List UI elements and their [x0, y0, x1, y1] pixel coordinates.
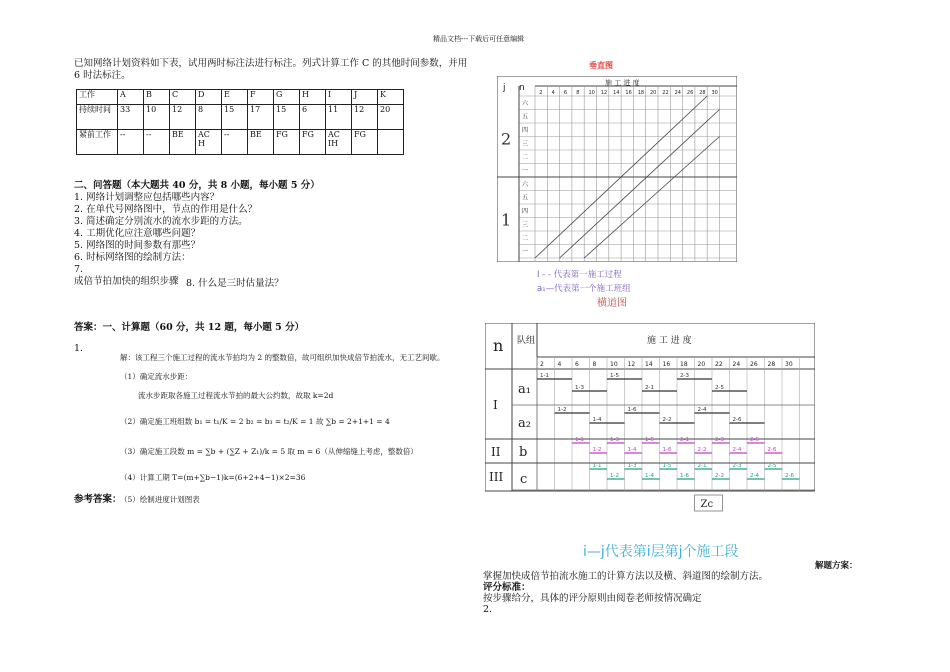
- table-row: [77, 90, 404, 105]
- table-cell: 15: [222, 105, 248, 130]
- table-cell: G: [274, 90, 300, 105]
- table-cell: K: [378, 90, 404, 105]
- row-label: 二: [522, 235, 529, 242]
- tick-label: 24: [732, 361, 741, 368]
- table-cell: [378, 130, 404, 155]
- step-5: （5）绘制进度计划图表: [120, 495, 200, 504]
- tick-label: 22: [662, 90, 669, 96]
- tick-label: 10: [610, 361, 618, 368]
- tick-label: 14: [613, 90, 620, 96]
- bar-label: 2-6: [732, 417, 742, 423]
- grid-frame: [485, 323, 815, 491]
- table-cell: --: [222, 130, 248, 155]
- step-3: （3）确定施工段数 m = ∑b + (∑Z + Z₁)/k = 5 取 m = 6（从伸缩缝上考虑，整数倍）: [120, 447, 418, 456]
- bar-label: 2-4: [697, 407, 707, 413]
- row-label: 三: [522, 221, 529, 229]
- row-label-n: n: [493, 336, 504, 355]
- bar-label: 2-5: [750, 437, 759, 443]
- vertical-diagram: [497, 60, 737, 310]
- bar-label: 2-1: [645, 385, 654, 391]
- page-header: 精品文档---下载后可任意编辑: [433, 35, 525, 43]
- bar-label: 1-2: [610, 473, 619, 479]
- row-label: 四: [522, 208, 529, 215]
- bar-diagram-grid: [485, 323, 815, 523]
- table-cell: BE: [248, 130, 274, 155]
- table-cell: AC IH: [326, 130, 352, 155]
- bar-label: 2-1: [680, 437, 689, 443]
- bar-label: 1-5: [610, 373, 619, 379]
- step-4: （4）计算工期 T=(m+∑b−1)k=(6+2+4−1)×2=36: [120, 473, 306, 482]
- table-cell: 20: [378, 105, 404, 130]
- bar-label: 2-4: [750, 473, 759, 479]
- row-label: 二: [522, 154, 529, 161]
- bar-label: 1-6: [662, 447, 672, 453]
- group-label: 1: [501, 210, 512, 230]
- table-cell: D: [196, 90, 222, 105]
- tick-label: 10: [588, 90, 595, 96]
- question-item: 成倍节拍加快的组织步骤: [74, 276, 179, 287]
- tick-label: 30: [711, 90, 718, 96]
- bar-label: 2-6: [785, 473, 794, 479]
- tick-label: 4: [557, 361, 562, 368]
- bar-label: 2-3: [732, 463, 742, 469]
- bar-label: 1-2: [557, 407, 567, 413]
- table-cell: 持续时间: [77, 105, 118, 130]
- table-cell: FG: [274, 130, 300, 155]
- table-cell: B: [144, 90, 170, 105]
- tick-label: 12: [627, 361, 636, 368]
- next-question-number: 2.: [483, 604, 493, 615]
- row-label-j: j: [503, 83, 506, 93]
- bar-label: 1-4: [592, 417, 602, 423]
- group-label: I: [493, 398, 498, 412]
- team-label: 队组: [517, 336, 536, 346]
- bar-label: 1-6: [680, 473, 689, 479]
- tick-label: 2: [539, 90, 543, 96]
- tick-label: 24: [674, 90, 681, 96]
- table-cell: 紧前工作: [77, 130, 118, 155]
- question-item: 1. 网络计划调整应包括哪些内容？: [74, 192, 220, 203]
- team-label: a₁: [518, 382, 531, 397]
- bar-label: 1-5: [662, 463, 672, 469]
- table-cell: 11: [326, 105, 352, 130]
- bar-label: 1-3: [610, 437, 619, 443]
- bar-diagram-legend: i—j代表第i层第j个施工段: [583, 544, 739, 560]
- team-label: b: [519, 445, 528, 460]
- tick-label: 2: [540, 361, 544, 368]
- table-cell: FG: [300, 130, 326, 155]
- table-row: [77, 105, 404, 130]
- table-cell: 6: [300, 105, 326, 130]
- row-label-n: n: [519, 83, 525, 93]
- question-list: [74, 192, 257, 288]
- table-cell: H: [300, 90, 326, 105]
- team-label: c: [520, 472, 528, 487]
- table-cell: F: [248, 90, 274, 105]
- zc-label: Zc: [700, 499, 714, 510]
- bar-label: 2-2: [715, 473, 724, 479]
- schedule-header: 施 工 进 度: [647, 336, 692, 346]
- tick-label: 18: [680, 361, 688, 368]
- tick-label: 16: [625, 90, 632, 96]
- vertical-diagram-title: 垂直图: [589, 61, 613, 70]
- vertical-legend-1: I - - 代表第一施工过程: [537, 270, 622, 280]
- table-row: [77, 130, 404, 155]
- tick-label: 26: [686, 90, 694, 96]
- table-cell: 10: [144, 105, 170, 130]
- tick-label: 28: [699, 90, 706, 96]
- question-item: 4. 工期优化应注意哪些问题？: [74, 228, 201, 239]
- tick-label: 8: [576, 90, 580, 96]
- group-label: II: [491, 445, 501, 459]
- table-cell: C: [170, 90, 196, 105]
- table-cell: AC H: [196, 130, 222, 155]
- tick-label: 30: [785, 361, 793, 368]
- row-label: 三: [522, 140, 529, 148]
- table-cell: --: [144, 130, 170, 155]
- bar-label: 2-2: [662, 417, 672, 423]
- vertical-diagram-grid: [497, 76, 737, 262]
- bar-diagram-caption: 横道图: [597, 298, 627, 309]
- tick-label: 6: [575, 361, 579, 368]
- tick-label: 22: [715, 361, 723, 368]
- bar-label: 1-4: [627, 447, 637, 453]
- bar-label: 2-4: [732, 447, 742, 453]
- table-cell: A: [118, 90, 144, 105]
- question-item: 3. 简述确定分别流水的流水步距的方法。: [74, 216, 248, 227]
- table-cell: BE: [170, 130, 196, 155]
- row-label: 六: [522, 100, 529, 107]
- vertical-legend-2: a₁—代表第一个施工班组: [537, 284, 631, 294]
- row-label: 五: [522, 113, 529, 121]
- question-item: 5. 网络图的时间参数有那些？: [74, 240, 201, 251]
- solution-intro: 解：该工程三个施工过程的流水节拍均为 2 的整数倍，故可组织加快成倍节拍流水，无工艺间歇。: [120, 353, 445, 362]
- bar-label: 1-6: [627, 407, 637, 413]
- group-label: 2: [501, 129, 512, 149]
- bar-label: 2-1: [697, 463, 707, 469]
- row-label: 一: [522, 167, 529, 175]
- answer-title: 答案：一、计算题（60 分，共 12 题，每小题 5 分）: [74, 322, 305, 333]
- tick-label: 16: [662, 361, 671, 368]
- team-label: a₂: [518, 416, 531, 431]
- table-cell: 8: [196, 105, 222, 130]
- question-item: 2. 在单代号网络图中，节点的作用是什么？: [74, 204, 258, 215]
- bar-label: 1-3: [627, 463, 637, 469]
- intro-line-2: 6 时法标注。: [74, 70, 131, 81]
- tick-label: 12: [600, 90, 608, 96]
- group-label: III: [489, 470, 504, 484]
- bar-label: 1-1: [540, 373, 549, 379]
- activity-table: [76, 89, 404, 155]
- schedule-header: 施 工 进 度: [605, 79, 640, 87]
- grid-frame: [497, 76, 737, 262]
- reference-answer-label: 参考答案：: [74, 494, 122, 505]
- tick-label: 18: [637, 90, 645, 96]
- bar-diagram: [485, 323, 815, 568]
- table-cell: J: [352, 90, 378, 105]
- bar-label: 2-2: [697, 447, 707, 453]
- tick-label: 20: [697, 361, 706, 368]
- solution-text: 掌握加快成倍节拍流水施工的计算方法以及横、斜道图的绘制方法。: [483, 571, 769, 582]
- intro-line-1: 已知网络计划资料如下表，试用两时标注法进行标注。列式计算工作 C 的其他时间参数，并用: [74, 58, 468, 69]
- tick-label: 4: [551, 90, 555, 96]
- table-cell: I: [326, 90, 352, 105]
- tick-label: 20: [650, 90, 657, 96]
- bar-label: 2-5: [767, 463, 777, 469]
- diagonal-line: [584, 137, 719, 259]
- row-label: 五: [522, 194, 529, 202]
- bar-label: 1-1: [592, 463, 602, 469]
- table-cell: 33: [118, 105, 144, 130]
- bar-label: 2-6: [767, 447, 777, 453]
- criteria-text: 按步骤给分，具体的评分原则由阅卷老师按情况确定: [483, 593, 702, 604]
- table-cell: 12: [352, 105, 378, 130]
- table-cell: 15: [274, 105, 300, 130]
- bar-label: 2-5: [715, 385, 724, 391]
- question-item: 6. 时标网络图的绘制方法：: [74, 252, 191, 263]
- criteria-title: 评分标准：: [483, 582, 531, 593]
- diagonal-line: [560, 110, 720, 259]
- tick-label: 26: [750, 361, 758, 368]
- step-1: （1）确定流水步距：: [120, 372, 193, 381]
- question-item-8: 8. 什么是三时估量法？: [186, 278, 284, 289]
- bar-label: 1-5: [645, 437, 654, 443]
- answer-number: 1.: [74, 343, 84, 354]
- step-2: （2）确定施工班组数 b₁ = t₁/K = 2 b₂ = b₃ = t₂/K = 1 故 ∑b = 2+1+1 = 4: [120, 417, 390, 426]
- bar-label: 2-3: [715, 437, 724, 443]
- tick-label: 8: [592, 361, 597, 368]
- table-cell: 工作: [77, 90, 118, 105]
- bar-label: 2-3: [680, 373, 689, 379]
- tick-label: 14: [645, 361, 653, 368]
- row-label: 六: [522, 181, 529, 188]
- tick-label: 6: [563, 90, 568, 96]
- bar-label: 1-3: [575, 385, 584, 391]
- step-1-detail: 流水步距取各施工过程流水节拍的最大公约数，故取 k=2d: [138, 391, 334, 400]
- bar-label: 1-2: [592, 447, 602, 453]
- tick-label: 28: [767, 361, 776, 368]
- table-cell: 17: [248, 105, 274, 130]
- table-cell: --: [118, 130, 144, 155]
- solution-label: 解题方案：: [815, 561, 858, 571]
- bar-label: 1-1: [575, 437, 584, 443]
- table-cell: E: [222, 90, 248, 105]
- row-label: 四: [522, 127, 529, 134]
- table-cell: 12: [170, 105, 196, 130]
- bar-label: 1-4: [645, 473, 654, 479]
- question-item: 7.: [74, 264, 84, 275]
- section2-title: 二、问答题（本大题共 40 分，共 8 小题，每小题 5 分）: [74, 180, 320, 191]
- table-cell: FG: [352, 130, 378, 155]
- row-label: 一: [522, 248, 529, 256]
